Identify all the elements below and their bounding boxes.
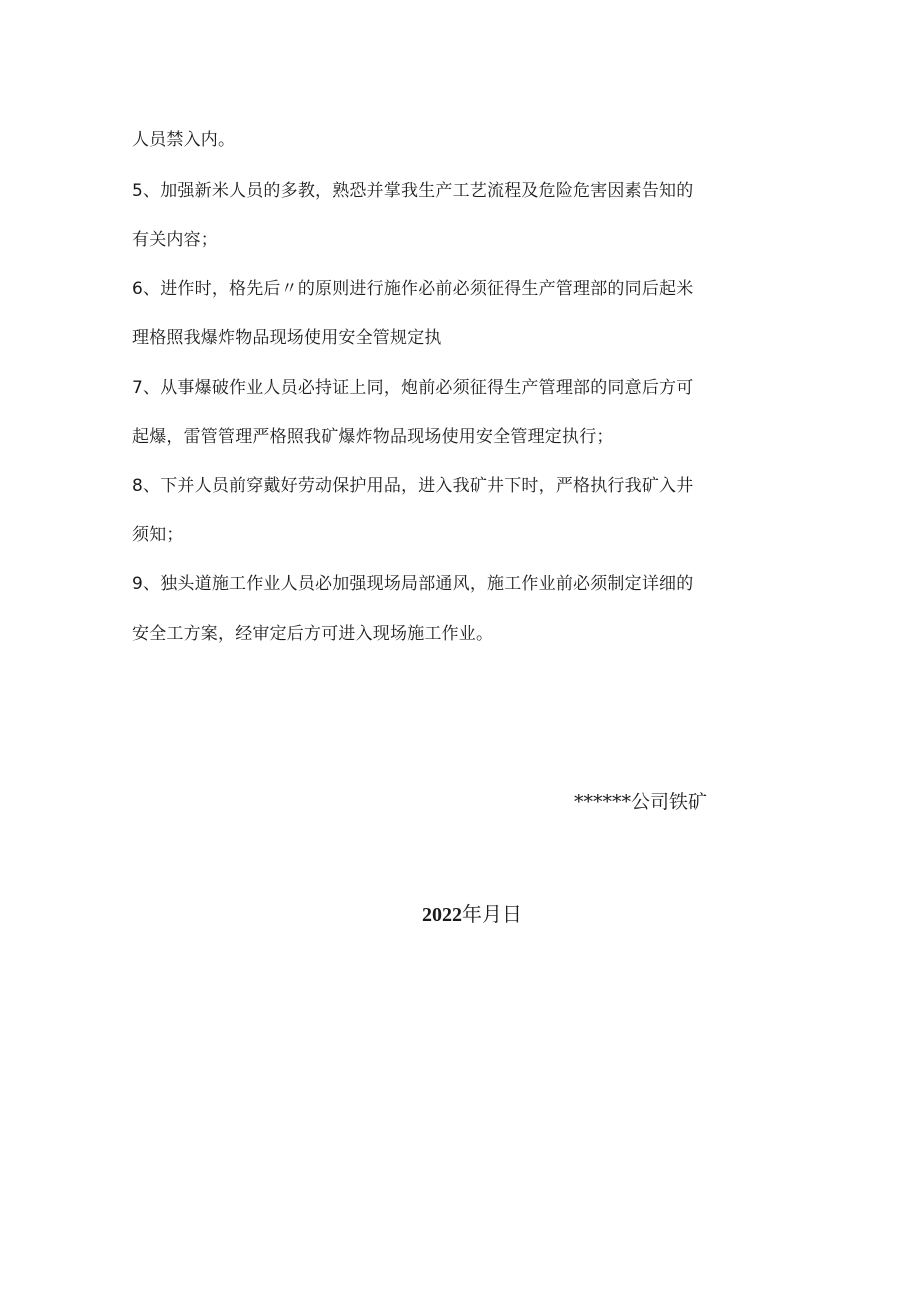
paragraph-line: 有关内容； [132, 230, 218, 250]
paragraph-line: 安全工方案，经审定后方可进入现场施工作业。 [132, 624, 494, 644]
paragraph-line: 7、从事爆破作业人员必持证上同，炮前必须征得生产管理部的同意后方可 [132, 378, 694, 398]
company-signature: ******公司铁矿 [574, 791, 708, 813]
date-suffix: 年月日 [462, 902, 522, 926]
document-date [422, 901, 522, 928]
paragraph-line: 6、进作时，格先后〃的原则进行施作必前必须征得生产管理部的同后起米 [132, 279, 694, 299]
date-year: 2022 [422, 904, 462, 926]
paragraph-line: 须知； [132, 525, 184, 545]
paragraph-line: 理格照我爆炸物品现场使用安全管规定执 [132, 328, 442, 348]
paragraph-line: 人员禁入内。 [132, 130, 236, 150]
paragraph-line: 起爆，雷管管理严格照我矿爆炸物品现场使用安全管理定执行； [132, 427, 614, 447]
paragraph-line: 8、下并人员前穿戴好劳动保护用品，进入我矿井下时，严格执行我矿入井 [132, 476, 694, 496]
paragraph-line: 5、加强新米人员的多教，熟恐并掌我生产工艺流程及危险危害因素告知的 [132, 181, 694, 201]
paragraph-line: 9、独头道施工作业人员必加强现场局部通风，施工作业前必须制定详细的 [132, 574, 694, 594]
